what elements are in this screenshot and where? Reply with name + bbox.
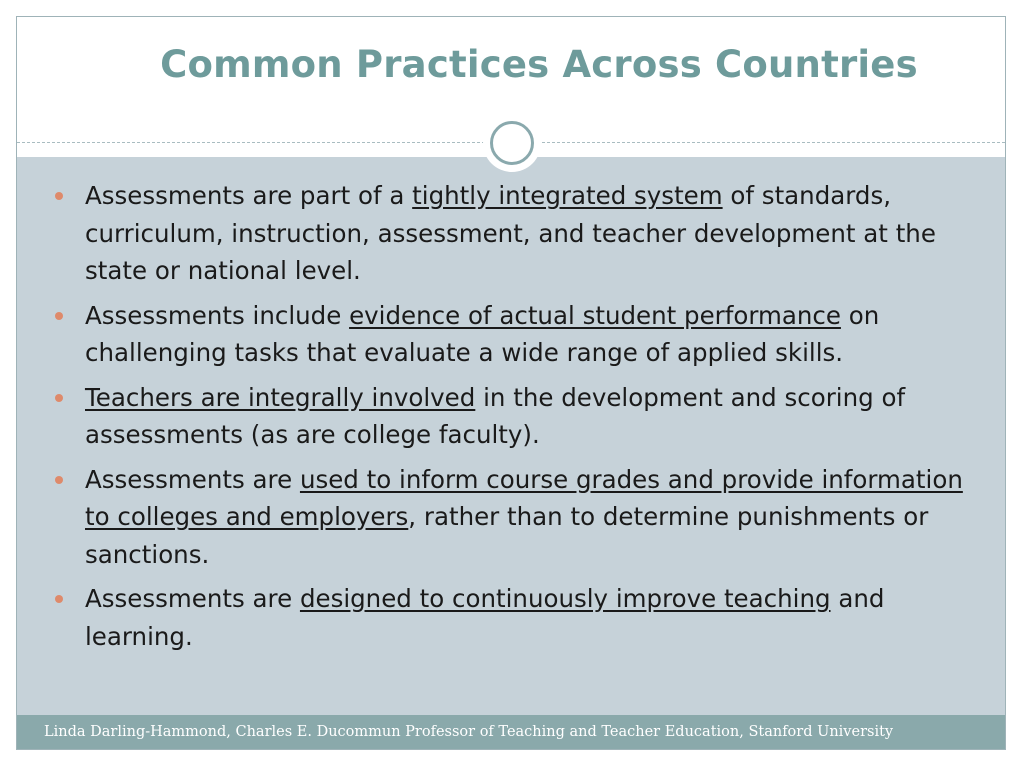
seg: of standards, curriculum, instruction, assessment, and teacher development at the state or national level. [85, 181, 936, 285]
bullet-list [17, 177, 1005, 662]
seg: Assessments are [85, 464, 300, 494]
seg-underlined: Teachers are integrally involved [85, 382, 476, 412]
seg: Assessments are [85, 584, 300, 613]
bullet-dot-icon [55, 192, 63, 200]
seg-underlined: designed to continuously improve teaching [299, 584, 831, 613]
seg-underlined: evidence of actual student performance [349, 300, 841, 330]
seg: in the development and scoring of assessments (as are college faculty). [85, 382, 906, 449]
seg-underlined: tightly integrated system [412, 181, 723, 210]
footer-bar [17, 715, 1005, 750]
bullet-item [17, 177, 1005, 290]
bullet-item [17, 297, 1005, 372]
bullet-item [17, 580, 1005, 655]
bullet-dot-icon [55, 595, 63, 603]
bullet-dot-icon [55, 394, 63, 402]
circle-ornament-icon [490, 121, 534, 165]
seg: and learning. [85, 584, 885, 651]
seg: Assessments include [85, 300, 350, 330]
bullet-dot-icon [55, 476, 63, 484]
bullet-dot-icon [55, 312, 63, 320]
bullet-item [17, 461, 1005, 574]
seg-underlined: used to inform course grades and provide information to colleges and employers [85, 464, 963, 531]
seg: , rather than to determine punishments or sanctions. [85, 502, 929, 569]
slide-title: Common Practices Across Countries [160, 43, 918, 86]
seg: Assessments are part of a [85, 181, 413, 210]
seg: on challenging tasks that evaluate a wide range of applied skills. [85, 300, 880, 367]
slide-frame [16, 16, 1006, 750]
bullet-item [17, 379, 1005, 454]
footer-credit: Linda Darling-Hammond, Charles E. Ducommun Professor of Teaching and Teacher Education, Stanford University [44, 724, 894, 740]
